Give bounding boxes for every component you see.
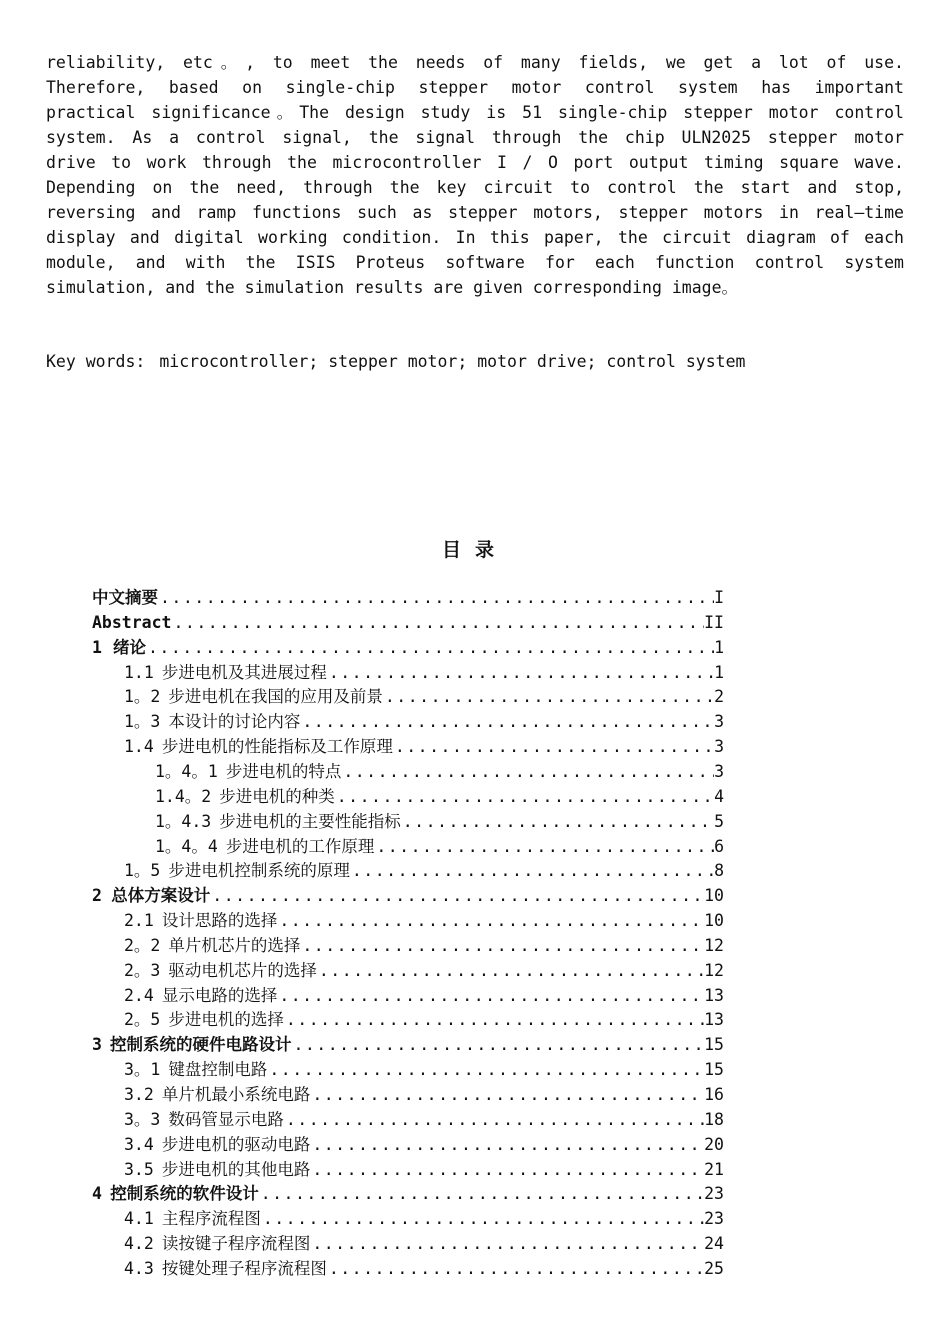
toc-entry: [155, 785, 724, 810]
toc-entry-page: 2: [714, 687, 724, 707]
toc-entry-page: 13: [704, 1010, 724, 1030]
toc-entry: [92, 636, 724, 661]
abstract-line: practical significance。The design study is 51 single-chip stepper motor control: [46, 103, 904, 122]
toc-entry: [124, 1158, 724, 1183]
toc-entry-label: 步进电机在我国的应用及前景: [168, 687, 383, 707]
toc-entry-number: 2.4: [124, 985, 154, 1005]
toc-entry-label: 键盘控制电路: [168, 1060, 268, 1080]
toc-entry-label: 步进电机的工作原理: [225, 836, 375, 856]
toc-entry-number: 4: [92, 1184, 102, 1204]
toc-entry-label: 数码管显示电路: [168, 1109, 284, 1129]
toc-entry-label: 读按键子程序流程图: [161, 1234, 311, 1254]
toc-leader-dots: [312, 1232, 704, 1257]
toc-entry-page: 3: [714, 712, 724, 732]
toc-entry-number: 2。2: [124, 935, 161, 955]
toc-leader-dots: [302, 934, 704, 959]
keywords-text: microcontroller; stepper motor; motor drive; control system: [159, 352, 746, 371]
toc-entry-number: 1.4。2: [155, 786, 212, 806]
toc-entry-page: 15: [704, 1060, 724, 1080]
toc-entry-label: 驱动电机芯片的选择: [168, 960, 317, 980]
toc-entry-label: 控制系统的软件设计: [110, 1184, 259, 1204]
toc-entry-label: 绪论: [113, 637, 146, 657]
toc-entry: [124, 909, 724, 934]
toc-entry-page: 3: [714, 761, 724, 781]
toc-entry-number: 1。4。4: [155, 836, 218, 856]
toc-entry-page: 12: [704, 935, 724, 955]
toc-leader-dots: [337, 785, 714, 810]
toc-entry-label: 步进电机的性能指标及工作原理: [161, 737, 393, 757]
toc-entry-page: 15: [704, 1035, 724, 1055]
toc-entry-label: 步进电机的主要性能指标: [219, 811, 401, 831]
toc-leader-dots: [279, 984, 704, 1009]
toc-entry-number: 3。1: [124, 1060, 161, 1080]
toc-entry-page: 24: [704, 1234, 724, 1254]
toc-entry-number: 4.1: [124, 1209, 154, 1229]
toc-leader-dots: [293, 1033, 704, 1058]
toc-entry: [124, 685, 724, 710]
toc-entry-page: 23: [704, 1184, 724, 1204]
toc-entry: [124, 735, 724, 760]
toc-entry-number: 2.1: [124, 911, 154, 931]
toc-entry-number: 1。5: [124, 861, 161, 881]
toc-leader-dots: [312, 1158, 704, 1183]
toc-entry-number: 4.2: [124, 1234, 154, 1254]
toc-entry-page: 18: [704, 1109, 724, 1129]
toc-leader-dots: [302, 710, 714, 735]
toc-entry: [124, 1083, 724, 1108]
toc-entry: [124, 984, 724, 1009]
toc-leader-dots: [269, 1058, 704, 1083]
toc-entry-number: 3.2: [124, 1085, 154, 1104]
toc-entry: [92, 586, 724, 611]
toc-entry: [124, 1133, 724, 1158]
toc-entry-page: 20: [704, 1134, 724, 1154]
toc-leader-dots: [148, 636, 714, 661]
toc-entry-number: 3。3: [124, 1109, 161, 1129]
toc-entry-label: 步进电机的特点: [225, 761, 342, 781]
toc-entry-label: 单片机芯片的选择: [168, 935, 301, 955]
toc-entry: [124, 959, 724, 984]
toc-title: 目录: [441, 539, 508, 561]
toc-leader-dots: [263, 1207, 704, 1232]
toc-entry: [155, 835, 724, 860]
toc-entry-page: 10: [704, 886, 724, 906]
toc-entry-label: 步进电机的驱动电路: [161, 1134, 311, 1154]
toc-entry-label: 主程序流程图: [161, 1209, 261, 1229]
toc-entry: [92, 1033, 724, 1058]
toc-entry: [124, 859, 724, 884]
toc-entry-page: 12: [704, 960, 724, 980]
toc-entry-number: 3: [92, 1035, 102, 1055]
toc-entry-number: 1.1: [124, 662, 154, 682]
toc-leader-dots: [319, 959, 704, 984]
toc-entry: [155, 760, 724, 785]
toc-leader-dots: [312, 1133, 704, 1158]
toc-entry-page: 21: [704, 1159, 724, 1179]
toc-entry-label: 本设计的讨论内容: [168, 712, 301, 732]
toc-entry-number: 1。4。1: [155, 761, 218, 781]
toc-entry-number: 1: [92, 637, 102, 657]
toc-leader-dots: [261, 1182, 704, 1207]
abstract-line: drive to work through the microcontroller I / O port output timing square wave.: [46, 153, 904, 172]
toc-entry: [155, 810, 724, 835]
abstract-line: reversing and ramp functions such as stepper motors, stepper motors in real—time: [46, 203, 904, 222]
toc-entry: [92, 884, 724, 909]
toc-entry-number: 3.5: [124, 1159, 154, 1179]
toc-entry-page: 25: [704, 1258, 724, 1278]
toc-leader-dots: [312, 1083, 704, 1108]
abstract-line: reliability, etc。, to meet the needs of many fields, we get a lot of use.: [46, 53, 904, 72]
abstract-line: Therefore, based on single-chip stepper motor control system has important: [46, 78, 904, 97]
toc-entry-label: 总体方案设计: [111, 886, 211, 906]
toc-entry-number: 2。5: [124, 1010, 161, 1030]
toc-entry-number: 2。3: [124, 960, 161, 980]
toc-entry-label: 步进电机控制系统的原理: [168, 861, 350, 881]
abstract-line: simulation, and the simulation results are given corresponding image。: [46, 278, 739, 297]
toc-entry-page: 4: [714, 786, 724, 806]
toc-entry: [124, 1257, 724, 1282]
keywords-line: [46, 349, 745, 374]
toc-entry-page: 8: [714, 861, 724, 881]
toc-leader-dots: [160, 586, 714, 611]
toc-entry-label: 显示电路的选择: [161, 985, 278, 1005]
toc-entry: [124, 1058, 724, 1083]
toc-leader-dots: [403, 810, 714, 835]
toc-leader-dots: [329, 1257, 704, 1282]
toc-entry-label: 步进电机及其进展过程: [161, 662, 327, 682]
toc-entry-page: II: [704, 612, 724, 632]
toc-entry-page: 10: [704, 911, 724, 931]
toc-entry-number: 1。2: [124, 687, 161, 707]
toc-entry-label: 按键处理子程序流程图: [161, 1258, 327, 1278]
toc-leader-dots: [352, 859, 714, 884]
toc-entry-page: 6: [714, 836, 724, 856]
toc-entry-number: 2: [92, 886, 102, 906]
toc-entry: [124, 1207, 724, 1232]
toc-entry-page: 23: [704, 1209, 724, 1229]
toc-entry-number: 3.4: [124, 1134, 154, 1154]
toc-entry-number: 1.4: [124, 737, 154, 757]
toc-leader-dots: [376, 835, 714, 860]
toc-entry-label: Abstract: [92, 612, 172, 632]
toc-leader-dots: [343, 760, 714, 785]
toc-entry: [124, 934, 724, 959]
toc-leader-dots: [173, 611, 704, 636]
toc-entry-page: 5: [714, 811, 724, 831]
toc-entry-label: 设计思路的选择: [161, 911, 278, 931]
abstract-text: [46, 50, 904, 300]
toc-entry: [124, 1108, 724, 1133]
toc-leader-dots: [279, 909, 704, 934]
toc-entry-number: 4.3: [124, 1258, 154, 1278]
toc-entry-label: 步进电机的其他电路: [161, 1159, 311, 1179]
toc-entry: [124, 710, 724, 735]
toc-entry-page: 3: [714, 737, 724, 757]
abstract-line: module, and with the ISIS Proteus software for each function control system: [46, 253, 904, 272]
toc-leader-dots: [286, 1008, 704, 1033]
toc-entry: [124, 1232, 724, 1257]
abstract-line: Depending on the need, through the key circuit to control the start and stop,: [46, 178, 904, 197]
toc-entry-page: 13: [704, 985, 724, 1005]
toc-entry-page: 16: [704, 1085, 724, 1104]
toc-entry-page: 1: [714, 637, 724, 657]
toc-entry-page: 1: [714, 662, 724, 682]
toc-entry: [92, 1182, 724, 1207]
abstract-line: system. As a control signal, the signal through the chip ULN2025 stepper motor: [46, 128, 904, 147]
toc-entry-label: 步进电机的选择: [168, 1010, 284, 1030]
toc-entry-label: 步进电机的种类: [219, 786, 335, 806]
toc-entry-label: 中文摘要: [92, 588, 158, 607]
toc-leader-dots: [212, 884, 704, 909]
keywords-label: Key words:: [46, 352, 146, 371]
toc-leader-dots: [329, 661, 714, 686]
toc-entry: [124, 1008, 724, 1033]
toc-entry-number: 1。3: [124, 712, 161, 732]
toc-entry: [92, 611, 724, 636]
toc-entry-page: I: [714, 588, 724, 607]
toc-leader-dots: [286, 1108, 704, 1133]
toc-leader-dots: [395, 735, 714, 760]
toc-entry: [124, 661, 724, 686]
toc-entry-label: 单片机最小系统电路: [161, 1085, 311, 1104]
abstract-line: display and digital working condition. In this paper, the circuit diagram of each: [46, 228, 904, 247]
toc-entry-label: 控制系统的硬件电路设计: [109, 1035, 292, 1055]
toc-leader-dots: [385, 685, 714, 710]
toc-entry-number: 1。4.3: [155, 811, 212, 831]
